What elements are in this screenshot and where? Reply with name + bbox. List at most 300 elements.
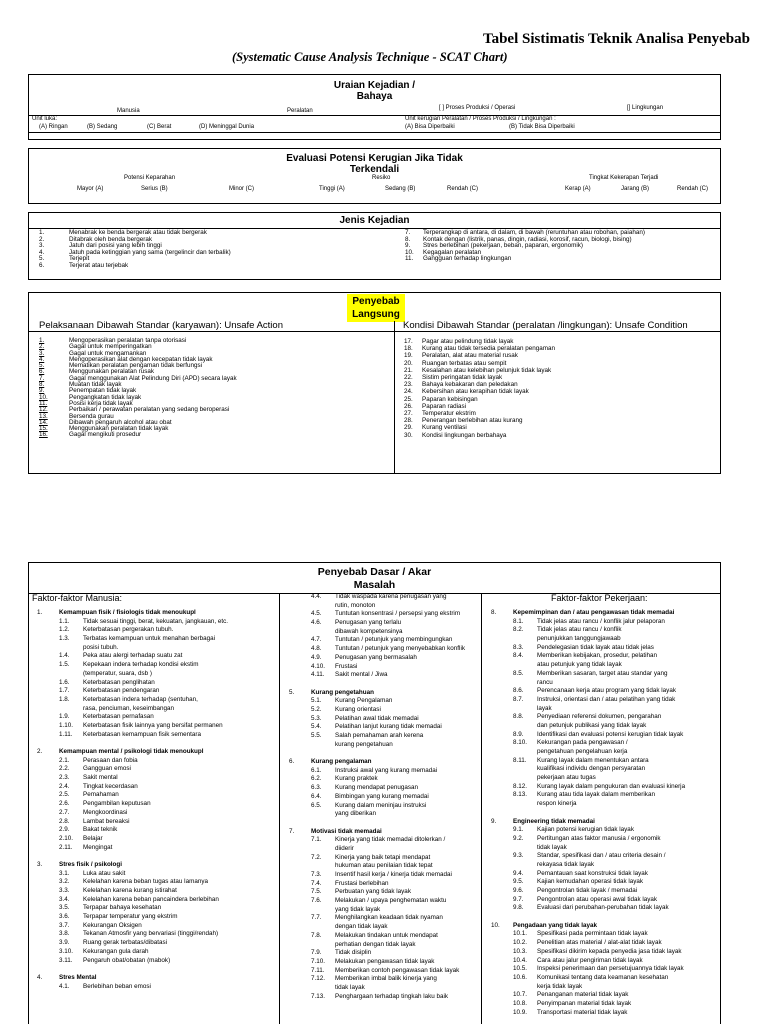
opt-berat: (C) Berat bbox=[147, 124, 172, 130]
item-number: 3.11. bbox=[59, 956, 73, 964]
list-item bbox=[487, 861, 720, 870]
item-text: kerja tidak layak bbox=[537, 982, 583, 990]
col-rendah-2: Rendah (C) bbox=[677, 186, 709, 192]
item-text: Penempatan tidak layak bbox=[69, 387, 137, 395]
item-number: 8.9. bbox=[513, 730, 524, 738]
list-item bbox=[487, 965, 720, 974]
list-item bbox=[33, 696, 277, 705]
item-number: 1.11. bbox=[59, 730, 73, 738]
list-item bbox=[487, 644, 720, 653]
langsung-heading-line1: Penyebab bbox=[352, 296, 400, 307]
item-text: Belajar bbox=[83, 834, 103, 842]
list-item bbox=[285, 758, 479, 767]
list-item bbox=[285, 663, 479, 672]
item-text: Kajian kemudahan operasi tidak layak bbox=[537, 878, 644, 886]
item-text: Tingkat kecerdasan bbox=[83, 782, 138, 790]
list-item bbox=[33, 818, 277, 827]
item-text: Penugasan yang terlalu bbox=[335, 619, 402, 627]
item-number: 16. bbox=[39, 431, 48, 439]
item-text: kualifikasi individu dengan persyaratan bbox=[537, 765, 646, 773]
item-text: Tidak sesuai tinggi, berat, kekuatan, jangkauan, etc. bbox=[83, 617, 229, 625]
list-item bbox=[487, 826, 720, 835]
lingkungan-label: [] Lingkungan bbox=[627, 105, 664, 111]
item-text: Frustasi berlebihan bbox=[335, 879, 389, 887]
column-divider bbox=[481, 593, 482, 1024]
item-number: 7. bbox=[405, 229, 411, 236]
item-number: 8.13. bbox=[513, 791, 528, 799]
list-item bbox=[285, 828, 479, 837]
item-number: 10.4. bbox=[513, 956, 528, 964]
list-item bbox=[33, 957, 277, 966]
item-number: 8.4. bbox=[513, 652, 524, 660]
item-text: Lambat bereaksi bbox=[83, 817, 130, 825]
list-item bbox=[487, 983, 720, 992]
list-item bbox=[285, 619, 479, 628]
list-item bbox=[33, 757, 277, 766]
item-text: Perasaan dan fobia bbox=[83, 756, 138, 764]
resiko-label: Resiko bbox=[372, 175, 391, 181]
list-item bbox=[285, 793, 479, 802]
col-kerap: Kerap (A) bbox=[565, 186, 591, 192]
evaluasi-heading-line2: Terkendali bbox=[349, 164, 400, 175]
divider bbox=[29, 115, 720, 116]
list-item bbox=[33, 687, 277, 696]
item-text: tidak layak bbox=[537, 843, 567, 851]
item-text: Muatan tidak layak bbox=[69, 381, 122, 389]
item-text: Cara atau jalur pengiriman tidak layak bbox=[537, 956, 643, 964]
item-number: 1.10. bbox=[59, 721, 74, 729]
item-number: 4.9. bbox=[311, 653, 322, 661]
item-number: 7.4. bbox=[311, 879, 322, 887]
item-number: 9.8. bbox=[513, 904, 524, 912]
item-text: rekayasa tidak layak bbox=[537, 860, 595, 868]
item-number: 18. bbox=[404, 345, 413, 353]
list-item bbox=[404, 403, 555, 410]
list-item bbox=[487, 1000, 720, 1009]
item-number: 6.3. bbox=[311, 784, 322, 792]
item-text: Sakit mental bbox=[83, 774, 118, 782]
list-item bbox=[33, 930, 277, 939]
list-item bbox=[33, 896, 277, 905]
item-text: Kondisi lingkungan berbahaya bbox=[422, 431, 507, 439]
item-text: Kurang pengalaman bbox=[311, 758, 372, 766]
list-item bbox=[33, 731, 277, 740]
list-item bbox=[33, 765, 277, 774]
item-text: Tekanan Atmosfir yang bervariasi (tinggi/rendah) bbox=[83, 930, 219, 938]
item-number: 2.7. bbox=[59, 808, 70, 816]
list-item bbox=[487, 957, 720, 966]
item-number: 3.2. bbox=[59, 878, 70, 886]
item-text: Tuntutan / petunjuk yang menyebabkan konflik bbox=[335, 645, 465, 653]
item-number: 4.5. bbox=[311, 610, 322, 618]
item-number: 8.7. bbox=[513, 695, 524, 703]
item-number: 15. bbox=[39, 425, 48, 433]
list-item bbox=[285, 906, 479, 915]
item-number: 5. bbox=[39, 362, 45, 370]
item-number: 8. bbox=[405, 235, 411, 243]
jenis-kejadian-section bbox=[28, 212, 721, 280]
document-subtitle: (Systematic Cause Analysis Technique - SCAT Chart) bbox=[232, 50, 508, 64]
list-item bbox=[487, 809, 720, 818]
list-item bbox=[33, 870, 277, 879]
list-item bbox=[285, 854, 479, 863]
item-number: 8.6. bbox=[513, 687, 524, 695]
item-text: pekerjaan atau tugas bbox=[537, 774, 596, 782]
list-item bbox=[33, 748, 277, 757]
item-text: layak bbox=[537, 704, 552, 712]
item-text: rasa, penciuman, keseimbangan bbox=[83, 704, 175, 712]
item-text: Gangguan terhadap lingkungan bbox=[423, 255, 512, 262]
list-item bbox=[285, 732, 479, 741]
list-item bbox=[404, 338, 555, 345]
item-number: 14. bbox=[39, 418, 48, 426]
list-item bbox=[285, 967, 479, 976]
list-item bbox=[33, 783, 277, 792]
list-item bbox=[487, 774, 720, 783]
list-item bbox=[33, 835, 277, 844]
item-number: 7. bbox=[39, 374, 45, 382]
list-item bbox=[285, 671, 479, 680]
list-item bbox=[39, 263, 231, 270]
item-number: 1.2. bbox=[59, 626, 70, 634]
item-number: 5.2. bbox=[311, 705, 322, 713]
item-number: 1.4. bbox=[59, 652, 70, 660]
list-item bbox=[285, 636, 479, 645]
item-number: 7.2. bbox=[311, 853, 322, 861]
item-number: 7.13. bbox=[311, 992, 326, 1000]
item-number: 8. bbox=[491, 609, 497, 616]
column-divider bbox=[279, 593, 280, 1024]
list-item bbox=[33, 670, 277, 679]
list-item bbox=[33, 948, 277, 957]
item-text: Instruksi awal yang kurang memadai bbox=[335, 766, 438, 774]
item-text: Frustasi bbox=[335, 662, 358, 670]
item-text: Tuntutan / petunjuk yang membingungkan bbox=[335, 636, 453, 644]
list-item bbox=[33, 713, 277, 722]
item-text: Paparan radiasi bbox=[422, 402, 467, 410]
item-number: 6.1. bbox=[311, 766, 322, 774]
penyebab-langsung-section bbox=[28, 292, 721, 474]
item-number: 1.3. bbox=[59, 635, 70, 643]
item-text: Penyediaan referensi dokumen, pengarahan bbox=[537, 713, 662, 721]
item-text: Instruksi, orientasi dan / atau pelatihan yang tidak bbox=[537, 695, 676, 703]
list-item bbox=[487, 948, 720, 957]
list-item bbox=[33, 826, 277, 835]
list-item bbox=[487, 974, 720, 983]
item-number: 17. bbox=[404, 338, 413, 345]
item-number: 29. bbox=[404, 424, 413, 432]
item-text: Ruang gerak terbatas/dibatasi bbox=[83, 939, 168, 947]
langsung-heading bbox=[347, 294, 405, 322]
list-item bbox=[285, 645, 479, 654]
list-item bbox=[285, 993, 479, 1002]
item-text: Pemahaman bbox=[83, 791, 119, 799]
list-item bbox=[487, 939, 720, 948]
item-text: Terpapar bahaya kesehatan bbox=[83, 904, 162, 912]
item-text: Terbatas kemampuan untuk menahan berbagai bbox=[83, 635, 215, 643]
item-number: 3.9. bbox=[59, 939, 70, 947]
list-item bbox=[33, 774, 277, 783]
potensi-text: Potensi Keparahan bbox=[124, 175, 176, 181]
jenis-heading: Jenis Kejadian bbox=[339, 215, 410, 226]
item-number: 21. bbox=[404, 366, 413, 374]
item-text: Gangguan emosi bbox=[83, 765, 131, 773]
list-item bbox=[487, 878, 720, 887]
item-text: Ruangan terbatas atau sempit bbox=[422, 359, 507, 367]
item-text: Kemampuan fisik / fisiologis tidak menoukupl bbox=[59, 609, 196, 616]
list-item bbox=[487, 635, 720, 644]
list-item bbox=[487, 922, 720, 931]
list-item bbox=[33, 852, 277, 861]
list-item bbox=[487, 670, 720, 679]
dasar-column-1 bbox=[33, 609, 277, 991]
item-text: Transportasi material tidak layak bbox=[537, 1008, 628, 1016]
item-text: Penghargaan terhadap tingkah laku baik bbox=[335, 992, 449, 1000]
item-number: 6. bbox=[39, 261, 45, 269]
list-item bbox=[33, 626, 277, 635]
unit-kerugian-label: Unit kerugian Peralatan / Proses Produksi / Lingkungan : bbox=[405, 116, 556, 122]
item-number: 1.7. bbox=[59, 687, 70, 695]
list-item bbox=[285, 941, 479, 950]
item-number: 9.4. bbox=[513, 869, 524, 877]
item-text: Memberikan contoh pengawasan tidak layak bbox=[335, 966, 460, 974]
list-item bbox=[285, 845, 479, 854]
unsafe-action-title: Pelaksanaan Dibawah Standar (karyawan): Unsafe Action bbox=[39, 320, 283, 331]
list-item bbox=[285, 749, 479, 758]
list-item bbox=[487, 705, 720, 714]
item-text: kurang pengetahuan bbox=[335, 740, 393, 748]
item-number: 8. bbox=[39, 381, 45, 389]
item-number: 4.10. bbox=[311, 662, 326, 670]
list-item bbox=[487, 1009, 720, 1018]
dasar-column-3 bbox=[487, 609, 720, 1017]
list-item bbox=[487, 679, 720, 688]
item-text: Bahaya kebakaran dan peledakan bbox=[422, 381, 518, 389]
item-number: 7.10. bbox=[311, 957, 326, 965]
item-text: Pendelegasian tidak layak atau tidak jelas bbox=[537, 643, 654, 651]
list-item bbox=[285, 923, 479, 932]
item-number: 12. bbox=[39, 406, 48, 414]
opt-ringan: (A) Ringan bbox=[39, 124, 68, 130]
list-item bbox=[404, 396, 555, 403]
item-number: 3.5. bbox=[59, 904, 70, 912]
evaluasi-heading bbox=[29, 153, 720, 175]
item-text: Kekurangan pada pengawasan / bbox=[537, 739, 628, 747]
item-text: Inspeksi penerimaan dan persetujuannya tidak layak bbox=[537, 965, 684, 973]
item-text: atau petunjuk yang tidak layak bbox=[537, 661, 622, 669]
item-number: 6.2. bbox=[311, 775, 322, 783]
jenis-right-list bbox=[405, 230, 645, 263]
item-text: Pengontrolan atau operasi awal tidak layak bbox=[537, 895, 658, 903]
list-item bbox=[404, 345, 555, 352]
item-number: 20. bbox=[404, 359, 413, 367]
item-number: 4.6. bbox=[311, 619, 322, 627]
item-text: Berlebihan beban emosi bbox=[83, 982, 151, 990]
item-text: Kurang layak dalam menentukan antara bbox=[537, 756, 649, 764]
item-text: Stres Mental bbox=[59, 973, 97, 981]
item-text: Keterbatasan indera terhadap (sentuhan, bbox=[83, 695, 198, 703]
tingkat-label: Tingkat Kekerapan Terjadi bbox=[589, 175, 659, 181]
item-text: Kurang atau tida layak dalam memberikan bbox=[537, 791, 655, 799]
item-number: 1. bbox=[37, 609, 43, 616]
item-number: 5.3. bbox=[311, 714, 322, 722]
list-item bbox=[33, 809, 277, 818]
item-number: 24. bbox=[404, 388, 413, 396]
item-text: Menabrak ke benda bergerak atau tidak bergerak bbox=[69, 229, 207, 236]
item-number: 7.3. bbox=[311, 871, 322, 878]
list-item bbox=[487, 626, 720, 635]
item-text: Penelitian atas material / alat-alat tidak layak bbox=[537, 939, 662, 947]
item-text: Peralatan, alat atau material rusak bbox=[422, 352, 518, 360]
item-text: Pengaruh obat/obatan (mabok) bbox=[83, 956, 171, 964]
dasar-column-2 bbox=[285, 593, 479, 1001]
item-number: 22. bbox=[404, 374, 413, 382]
item-text: Perbaikan / perawatan peralatan yang sedang beroperasi bbox=[69, 406, 230, 414]
item-text: Kurang Pengalaman bbox=[335, 697, 393, 705]
item-number: 2.11. bbox=[59, 843, 73, 851]
item-number: 1.9. bbox=[59, 713, 70, 721]
item-number: 2.4. bbox=[59, 782, 70, 790]
item-text: Identifikasi dan evaluasi potensi kerugian tidak layak bbox=[537, 730, 684, 738]
pekerjaan-title: Faktor-faktor Pekerjaan: bbox=[551, 593, 648, 603]
list-item bbox=[285, 862, 479, 871]
item-text: Kekurangan gula darah bbox=[83, 947, 149, 955]
item-number: 10. bbox=[491, 921, 500, 929]
list-item bbox=[404, 360, 555, 367]
item-number: 27. bbox=[404, 410, 413, 418]
item-text: Kepekaan indera terhadap kondisi ekstim bbox=[83, 661, 199, 669]
item-text: Stres fisik / psikologi bbox=[59, 860, 122, 868]
item-number: 4. bbox=[39, 355, 45, 363]
item-text: Pengontrolan tidak layak / memadai bbox=[537, 887, 638, 894]
list-item bbox=[285, 914, 479, 923]
item-number: 1.5. bbox=[59, 661, 70, 669]
item-number: 10.7. bbox=[513, 991, 528, 999]
uraian-heading-line2: Bahaya bbox=[356, 91, 393, 102]
item-number: 9.1. bbox=[513, 826, 524, 834]
item-text: Salah pemahaman arah kerena bbox=[335, 732, 424, 739]
item-text: Ditabrak oleh benda bergerak bbox=[69, 235, 152, 243]
item-text: Keterbatasan pernafasan bbox=[83, 713, 154, 721]
list-item bbox=[285, 775, 479, 784]
item-number: 8.11. bbox=[513, 756, 527, 764]
item-number: 9.5. bbox=[513, 878, 524, 886]
item-text: Keterbatasan kemampuan fisik sementara bbox=[83, 730, 201, 738]
list-item bbox=[487, 757, 720, 766]
item-number: 8.12. bbox=[513, 782, 528, 790]
item-text: rancu bbox=[537, 678, 553, 686]
item-text: Luka atau sakit bbox=[83, 869, 126, 877]
item-number: 2.2. bbox=[59, 765, 70, 773]
item-number: 1. bbox=[39, 229, 45, 236]
item-number: 5. bbox=[289, 688, 295, 696]
item-text: Memberikan imbal balik kinerja yang bbox=[335, 975, 437, 983]
list-item bbox=[487, 739, 720, 748]
list-item bbox=[33, 652, 277, 661]
item-text: Kekurangan Oksigen bbox=[83, 921, 142, 929]
item-text: Pengangkatan tidak layak bbox=[69, 393, 142, 401]
item-text: Memberikan kebijakan, prosedur, pelatihan bbox=[537, 652, 658, 660]
item-number: 5. bbox=[39, 255, 45, 262]
list-item bbox=[487, 722, 720, 731]
item-text: Menggunakan peralatan rusak bbox=[69, 368, 155, 376]
list-item bbox=[285, 984, 479, 993]
item-text: hukuman atau penilaian tidak tepat bbox=[335, 862, 433, 870]
item-text: posisi tubuh. bbox=[83, 643, 119, 651]
item-number: 2. bbox=[39, 235, 45, 243]
item-number: 3. bbox=[39, 242, 45, 249]
list-item bbox=[33, 609, 277, 618]
item-number: 10.5. bbox=[513, 965, 528, 973]
item-text: Terjerat atau terjebak bbox=[69, 261, 129, 269]
item-number: 3.1. bbox=[59, 869, 70, 877]
item-number: 7.11. bbox=[311, 966, 325, 974]
item-number: 3. bbox=[39, 349, 45, 357]
list-item bbox=[487, 652, 720, 661]
item-number: 4.8. bbox=[311, 645, 322, 653]
item-text: Mengkoordinasi bbox=[83, 808, 128, 816]
item-text: Mengingat bbox=[83, 843, 113, 851]
list-item bbox=[404, 417, 555, 424]
item-text: Mematikan peralatan pengaman tidak berfungsi bbox=[69, 362, 203, 370]
divider bbox=[29, 132, 720, 133]
item-number: 2.6. bbox=[59, 800, 70, 808]
list-item bbox=[487, 835, 720, 844]
item-number: 19. bbox=[404, 352, 413, 360]
list-item bbox=[33, 904, 277, 913]
item-number: 7.1. bbox=[311, 836, 322, 844]
item-number: 13. bbox=[39, 412, 48, 420]
list-item bbox=[285, 767, 479, 776]
item-number: 8.10. bbox=[513, 739, 528, 747]
item-number: 3.4. bbox=[59, 895, 70, 903]
item-text: rutin, monoton bbox=[335, 601, 376, 609]
item-text: pengetahuan pengelahuan kerja bbox=[537, 748, 628, 755]
list-item bbox=[33, 965, 277, 974]
item-text: respon kinerja bbox=[537, 800, 577, 808]
item-text: Kesalahan atau kelebihan pelunjuk tidak layak bbox=[422, 366, 552, 374]
list-item bbox=[404, 410, 555, 417]
item-number: 7.6. bbox=[311, 897, 322, 905]
item-number: 5.4. bbox=[311, 723, 322, 731]
list-item bbox=[285, 932, 479, 941]
item-number: 4.11. bbox=[311, 671, 325, 679]
list-item bbox=[33, 983, 277, 992]
list-item bbox=[487, 887, 720, 896]
col-rendah: Rendah (C) bbox=[447, 186, 479, 192]
item-text: Gagal untuk mengamankan bbox=[69, 349, 147, 357]
unsafe-action-list bbox=[39, 338, 237, 439]
item-number: 9. bbox=[405, 242, 411, 249]
item-text: Gagal menggunakan Alat Pelindung Diri (APD) secara layak bbox=[69, 374, 237, 382]
list-item bbox=[487, 765, 720, 774]
item-number: 8.3. bbox=[513, 643, 524, 651]
item-number: 11. bbox=[39, 399, 48, 407]
list-item bbox=[33, 878, 277, 887]
item-text: Komunikasi tentang data keamanan kesehatan bbox=[537, 973, 669, 981]
item-text: Melakukan tindakan untuk mendapat bbox=[335, 931, 438, 939]
item-number: 3.10. bbox=[59, 947, 74, 955]
peralatan-label: Peralatan bbox=[287, 108, 313, 114]
manusia-label: Manusia bbox=[117, 108, 140, 114]
list-item bbox=[33, 679, 277, 688]
item-text: Menghilangkan keadaan tidak nyaman bbox=[335, 914, 443, 922]
item-text: Gagal untuk memperingatkan bbox=[69, 343, 152, 351]
list-item bbox=[285, 810, 479, 819]
item-text: Sistim peringatan tidak layak bbox=[422, 374, 503, 382]
list-item bbox=[285, 784, 479, 793]
list-item bbox=[285, 602, 479, 611]
